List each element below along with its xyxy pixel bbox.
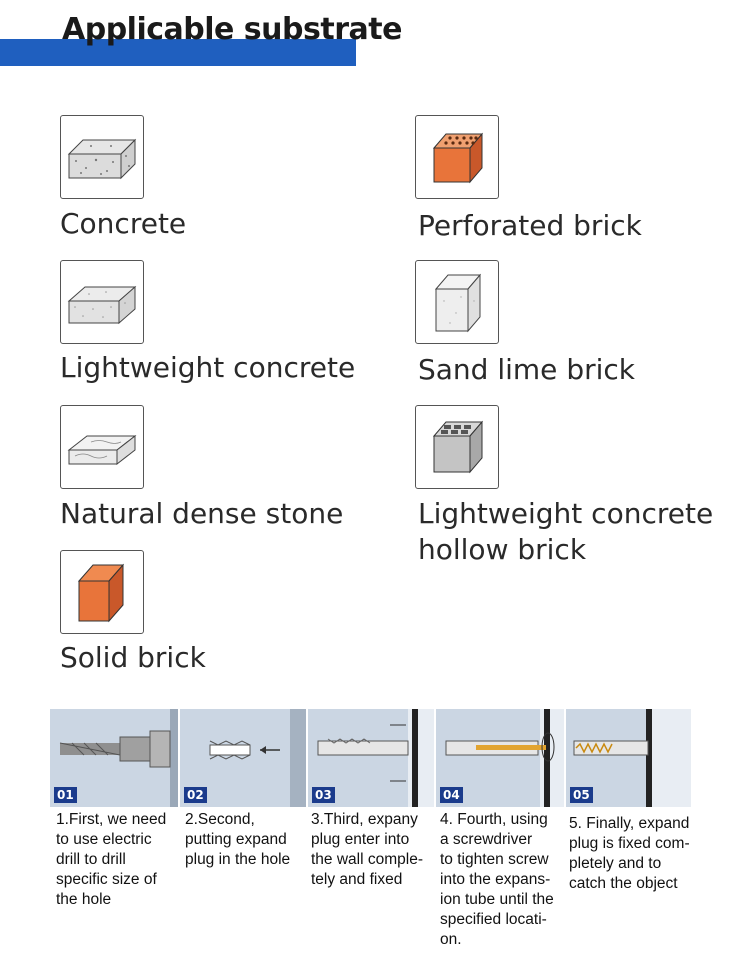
substrate-label-lightweight-concrete-hollow-brick-1: Lightweight concrete (418, 497, 714, 530)
hollow-brick-icon (415, 405, 499, 489)
step-text-05: 5. Finally, expand plug is fixed com- pletely and to catch the object (569, 815, 690, 892)
step-number-badge: 05 (570, 787, 593, 803)
step-number-badge: 04 (440, 787, 463, 803)
page-title: Applicable substrate (62, 12, 402, 47)
solid-brick-icon (60, 550, 144, 634)
substrate-label-lightweight-concrete-hollow-brick-2: hollow brick (418, 533, 587, 566)
natural-stone-icon (60, 405, 144, 489)
substrate-label-perforated-brick: Perforated brick (418, 209, 642, 242)
step-text-04: 4. Fourth, using a screwdriver to tighten screw into the expans- ion tube until the specified locati- on. (440, 811, 554, 948)
step-panel-04 (436, 709, 566, 807)
installation-steps-strip (50, 709, 691, 807)
substrate-label-lightweight-concrete: Lightweight concrete (60, 351, 356, 384)
step-number-badge: 03 (312, 787, 335, 803)
substrate-label-natural-dense-stone: Natural dense stone (60, 497, 344, 530)
sand-lime-brick-icon (415, 260, 499, 344)
substrate-label-solid-brick: Solid brick (60, 641, 206, 674)
step-text-03: 3.Third, expany plug enter into the wall comple- tely and fixed (311, 811, 423, 888)
step-number-badge: 02 (184, 787, 207, 803)
step-text-01: 1.First, we need to use electric drill to drill specific size of the hole (56, 811, 167, 908)
step-panel-03 (308, 709, 436, 807)
step-number-badge: 01 (54, 787, 77, 803)
substrate-label-concrete: Concrete (60, 207, 187, 240)
concrete-block-icon (60, 115, 144, 199)
step-panel-05 (566, 709, 691, 807)
lightweight-concrete-icon (60, 260, 144, 344)
step-text-02: 2.Second, putting expand plug in the hole (185, 811, 291, 868)
step-panel-01 (50, 709, 180, 807)
step-panel-02 (180, 709, 308, 807)
perforated-brick-icon (415, 115, 499, 199)
substrate-label-sand-lime-brick: Sand lime brick (418, 353, 635, 386)
